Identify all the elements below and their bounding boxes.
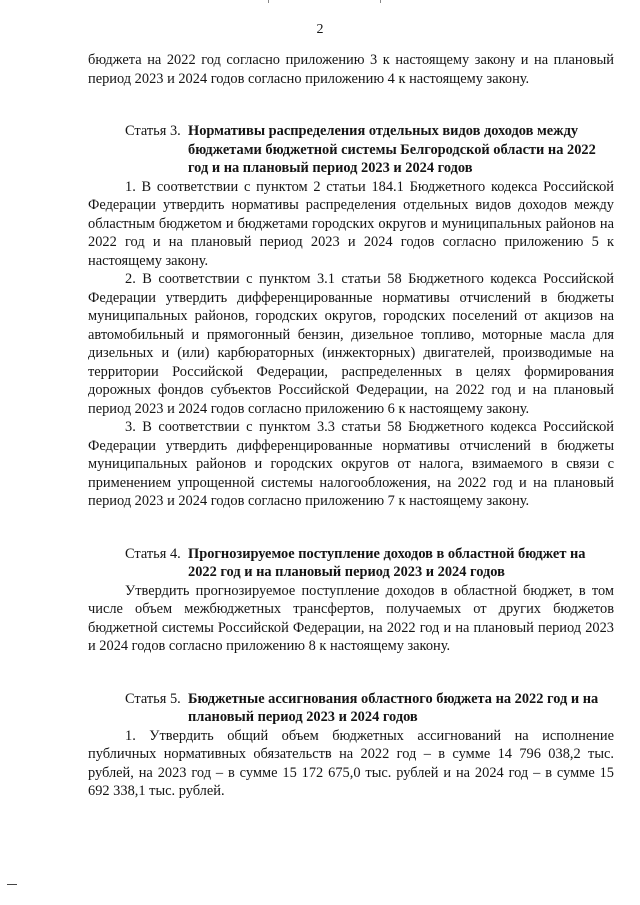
article-title: Бюджетные ассигнования областного бюджета на 2022 год и на плановый период 2023 и 2024 годов [188, 690, 599, 725]
scan-edge-mark [7, 884, 17, 885]
article-title: Нормативы распределения отдельных видов доходов между бюджетами бюджетной системы Белгородской области на 2022 год и на плановый период 2023 и 2024 годов [188, 123, 596, 176]
article-label: Статья 4. [125, 545, 181, 562]
article-paragraph: 2. В соответствии с пунктом 3.1 статьи 58 Бюджетного кодекса Российской Федерации утвердить дифференцированные нормативы отчислений в бюджеты муниципальных районов, городских округов, городских поселений от акцизов на автомобильный и прямогонный бензин, дизельное топливо, моторные масла для дизельных и (или) карбюраторных (инжекторных) двигателей, производимые на территории Российской Федерации, распределенных в целях формирования дорожных фондов субъектов Российской Федерации, на 2022 год и на плановый период 2023 и 2024 годов согласно приложению 6 к настоящему закону. [88, 271, 614, 417]
article-4 [88, 545, 614, 656]
article-label: Статья 5. [125, 690, 181, 707]
article-heading [88, 545, 614, 582]
scan-tick-mark [268, 0, 269, 3]
article-paragraph: 1. Утвердить общий объем бюджетных ассигнований на исполнение публичных нормативных обязательств на 2022 год – в сумме 14 796 038,2 тыс. рублей, на 2023 год – в сумме 15 172 675,0 тыс. рублей и на 2024 год – в сумме 15 692 338,1 тыс. рублей. [88, 727, 614, 799]
scan-tick-mark [380, 0, 381, 3]
article-label: Статья 3. [125, 123, 181, 139]
article-heading [88, 690, 614, 727]
article-3 [88, 122, 614, 511]
document-body [88, 51, 614, 801]
article-paragraph: 3. В соответствии с пунктом 3.3 статьи 58 Бюджетного кодекса Российской Федерации утвердить дифференцированные нормативы отчислений в бюджеты муниципальных районов и городских округов от налога, взимаемого в связи с применением упрощенной системы налогообложения, на 2022 год и на плановый период 2023 и 2024 годов согласно приложению 7 к настоящему закону. [88, 419, 614, 509]
article-title: Прогнозируемое поступление доходов в областной бюджет на 2022 год и на плановый период 2023 и 2024 годов [188, 545, 586, 580]
article-heading [88, 122, 614, 178]
article-paragraph: 1. В соответствии с пунктом 2 статьи 184.1 Бюджетного кодекса Российской Федерации утвердить нормативы распределения отдельных видов доходов между областным бюджетом и бюджетами городских округов и муниципальных районов на 2022 год и на плановый период 2023 и 2024 годов согласно приложению 5 к настоящему закону. [88, 178, 614, 269]
page-number: 2 [316, 22, 324, 37]
intro-paragraph: бюджета на 2022 год согласно приложению 3 к настоящему закону и на плановый период 2023 и 2024 годов согласно приложению 4 к настоящему закону. [88, 52, 614, 87]
article-paragraph: Утвердить прогнозируемое поступление доходов в областной бюджет, в том числе объем межбюджетных трансфертов, получаемых от других бюджетов бюджетной системы Российской Федерации, на 2022 год и на плановый период 2023 и 2024 годов согласно приложению 8 к настоящему закону. [88, 582, 614, 654]
article-5 [88, 690, 614, 801]
